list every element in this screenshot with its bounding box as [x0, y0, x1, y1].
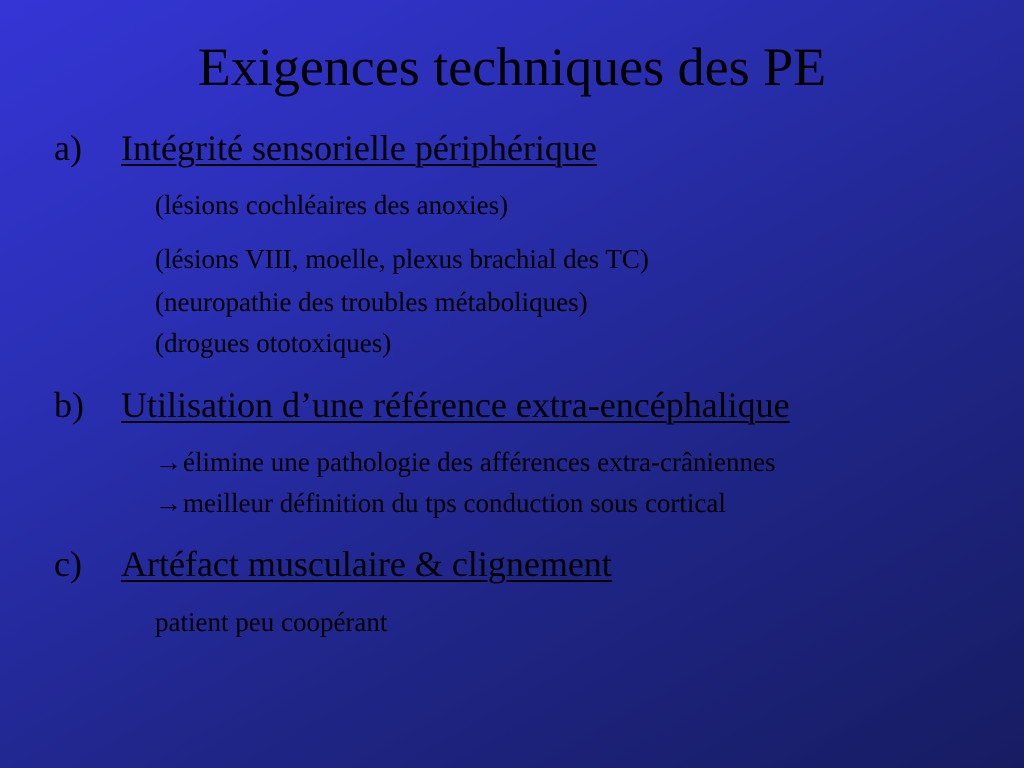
section-c-marker: c): [54, 544, 82, 584]
section-a-item: (lésions cochléaires des anoxies): [155, 190, 509, 220]
section-b-item: [155, 446, 775, 478]
section-b-item: [155, 487, 726, 519]
right-arrow-icon: →: [155, 488, 182, 518]
section-b-marker: b): [54, 385, 84, 425]
section-a-item: (lésions VIII, moelle, plexus brachial des TC): [155, 244, 649, 274]
section-a-heading: Intégrité sensorielle périphérique: [121, 128, 597, 168]
section-c-heading: Artéfact musculaire & clignement: [121, 544, 612, 584]
slide-title: Exigences techniques des PE: [197, 37, 827, 97]
section-b-item-text: élimine une pathologie des afférences extra-crâniennes: [183, 447, 776, 477]
section-b-item-text: meilleur définition du tps conduction sous cortical: [183, 488, 726, 518]
section-a-marker: a): [54, 128, 82, 168]
section-a-item: (neuropathie des troubles métaboliques): [155, 287, 588, 317]
section-a-item: (drogues ototoxiques): [155, 328, 392, 358]
section-c-item: patient peu coopérant: [155, 607, 388, 637]
right-arrow-icon: →: [155, 447, 182, 477]
section-b-heading: Utilisation d’une référence extra-encéphalique: [121, 385, 790, 425]
